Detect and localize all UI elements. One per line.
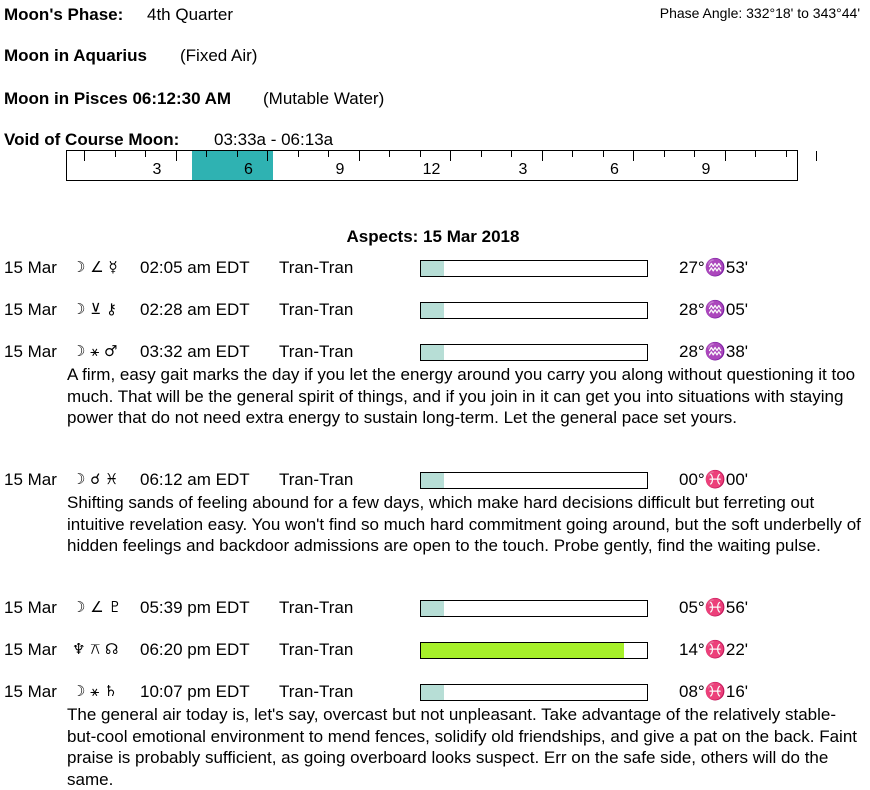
aspect-row: [4, 598, 864, 622]
void-of-course-range: 03:33a - 06:13a: [214, 130, 334, 149]
timeline-hour-label: 9: [701, 161, 711, 178]
timeline-hour-label: 3: [518, 161, 528, 178]
aspect-row: [4, 258, 864, 282]
timeline-tick: [542, 151, 543, 161]
aspect-position: 28°♒05': [679, 300, 749, 319]
aspect-glyphs: ☽ ∠ ♇: [72, 598, 122, 616]
aspect-description: A firm, easy gait marks the day if you let the energy around you carry you along without questioning it too much. That will be the general spirit of things, and if you join in it can get you into situations with staying power that do not need extra energy to sustain long-term. Let the general pace set yours.: [67, 365, 856, 427]
moon-ingress-quality: (Mutable Water): [263, 89, 385, 108]
moon-ingress-label: Moon in Pisces 06:12:30 AM: [4, 89, 232, 108]
aspect-glyphs: ♆ ⚻ ☊: [72, 640, 119, 658]
aspect-time: 02:05 am EDT: [140, 258, 250, 277]
aspect-time: 06:12 am EDT: [140, 470, 250, 489]
timeline-tick: [359, 151, 360, 161]
timeline-tick: [481, 151, 482, 157]
timeline-tick: [267, 151, 268, 161]
aspect-description: The general air today is, let's say, overcast but not unpleasant. Take advantage of the relatively stable-but-cool emotional environment to mend fences, solidify old friendships, and give a pat on the back. Faint praise is probably sufficient, as going overboard looks suspect. Err on the safe side, others will do the same.: [67, 705, 858, 789]
aspect-description: Shifting sands of feeling abound for a few days, which make hard decisions difficult but ferreting out intuitive revelation easy. You won't find so much hard commitment going around, but the soft underbelly of hidden feelings and backdoor admissions are open to the touch. Probe gently, find the waiting pulse.: [67, 493, 861, 555]
timeline-tick: [664, 151, 665, 157]
aspect-date: 15 Mar: [4, 598, 57, 617]
aspect-time: 06:20 pm EDT: [140, 640, 250, 659]
aspect-row: [4, 470, 864, 494]
aspect-strength-bar: [420, 642, 648, 659]
aspect-type: Tran-Tran: [279, 598, 354, 617]
aspect-type: Tran-Tran: [279, 640, 354, 659]
aspect-strength-fill: [421, 303, 444, 318]
aspect-date: 15 Mar: [4, 300, 57, 319]
aspects-title: Aspects: 15 Mar 2018: [346, 227, 520, 246]
aspect-strength-fill: [421, 345, 444, 360]
aspect-strength-bar: [420, 302, 648, 319]
timeline-hour-label: 6: [244, 161, 253, 178]
aspect-strength-fill: [421, 601, 444, 616]
aspect-strength-bar: [420, 600, 648, 617]
timeline-tick: [389, 151, 390, 157]
timeline-tick: [694, 151, 695, 157]
timeline-tick: [328, 151, 329, 157]
aspect-time: 03:32 am EDT: [140, 342, 250, 361]
aspect-strength-bar: [420, 260, 648, 277]
aspect-position: 05°♓56': [679, 598, 749, 617]
aspect-glyphs: ☽ ⚹ ♂: [72, 342, 118, 360]
aspect-type: Tran-Tran: [279, 470, 354, 489]
aspect-time: 05:39 pm EDT: [140, 598, 250, 617]
timeline-hour-label: 12: [422, 161, 441, 178]
aspect-glyphs: ☽ ⚹ ♄: [72, 682, 118, 700]
aspect-row: [4, 640, 864, 664]
timeline-tick: [572, 151, 573, 157]
aspect-date: 15 Mar: [4, 342, 57, 361]
moon-sign-label: Moon in Aquarius: [4, 46, 147, 65]
timeline-tick: [298, 151, 299, 157]
aspect-time: 10:07 pm EDT: [140, 682, 250, 701]
aspect-strength-bar: [420, 684, 648, 701]
timeline-tick: [603, 151, 604, 157]
aspect-type: Tran-Tran: [279, 258, 354, 277]
aspect-position: 14°♓22': [679, 640, 749, 659]
aspect-type: Tran-Tran: [279, 300, 354, 319]
aspect-date: 15 Mar: [4, 640, 57, 659]
timeline-hour-label: 6: [610, 161, 619, 178]
aspect-strength-fill: [421, 473, 444, 488]
aspect-date: 15 Mar: [4, 682, 57, 701]
aspect-position: 00°♓00': [679, 470, 749, 489]
timeline-tick: [450, 151, 451, 161]
phase-angle: Phase Angle: 332°18' to 343°44': [659, 5, 860, 21]
timeline-tick: [206, 151, 207, 157]
timeline-tick: [755, 151, 756, 157]
timeline-tick: [511, 151, 512, 157]
aspect-type: Tran-Tran: [279, 682, 354, 701]
timeline-hour-label: 9: [335, 161, 345, 178]
timeline-tick: [237, 151, 238, 157]
aspect-glyphs: ☽ ⊻ ⚷: [72, 300, 117, 318]
timeline-tick: [420, 151, 421, 157]
timeline-tick: [145, 151, 146, 157]
aspect-position: 27°♒53': [679, 258, 749, 277]
moon-sign-quality: (Fixed Air): [180, 46, 258, 65]
void-of-course-label: Void of Course Moon:: [4, 130, 180, 149]
aspect-row: [4, 682, 864, 706]
aspect-position: 28°♒38': [679, 342, 749, 361]
aspect-strength-fill: [421, 261, 444, 276]
timeline-tick: [84, 151, 85, 161]
timeline-tick: [725, 151, 726, 161]
timeline-tick: [633, 151, 634, 161]
aspect-row: [4, 300, 864, 324]
aspect-strength-fill: [421, 643, 624, 658]
void-of-course-period: [192, 151, 273, 180]
timeline-hour-label: 3: [152, 161, 162, 178]
aspect-time: 02:28 am EDT: [140, 300, 250, 319]
moon-phase-label: Moon's Phase:: [4, 5, 124, 24]
aspect-date: 15 Mar: [4, 470, 57, 489]
aspect-row: [4, 342, 864, 366]
aspect-position: 08°♓16': [679, 682, 749, 701]
timeline-tick: [786, 151, 787, 157]
moon-phase-value: 4th Quarter: [147, 5, 233, 24]
timeline-tick: [816, 151, 817, 161]
timeline-tick: [115, 151, 116, 157]
aspect-strength-bar: [420, 472, 648, 489]
aspect-date: 15 Mar: [4, 258, 57, 277]
aspect-strength-bar: [420, 344, 648, 361]
timeline-tick: [176, 151, 177, 161]
aspect-type: Tran-Tran: [279, 342, 354, 361]
aspect-glyphs: ☽ ∠ ☿: [72, 258, 118, 276]
void-of-course-timeline: [66, 150, 798, 181]
aspect-strength-fill: [421, 685, 444, 700]
aspect-glyphs: ☽ ☌ ♓: [72, 470, 119, 488]
